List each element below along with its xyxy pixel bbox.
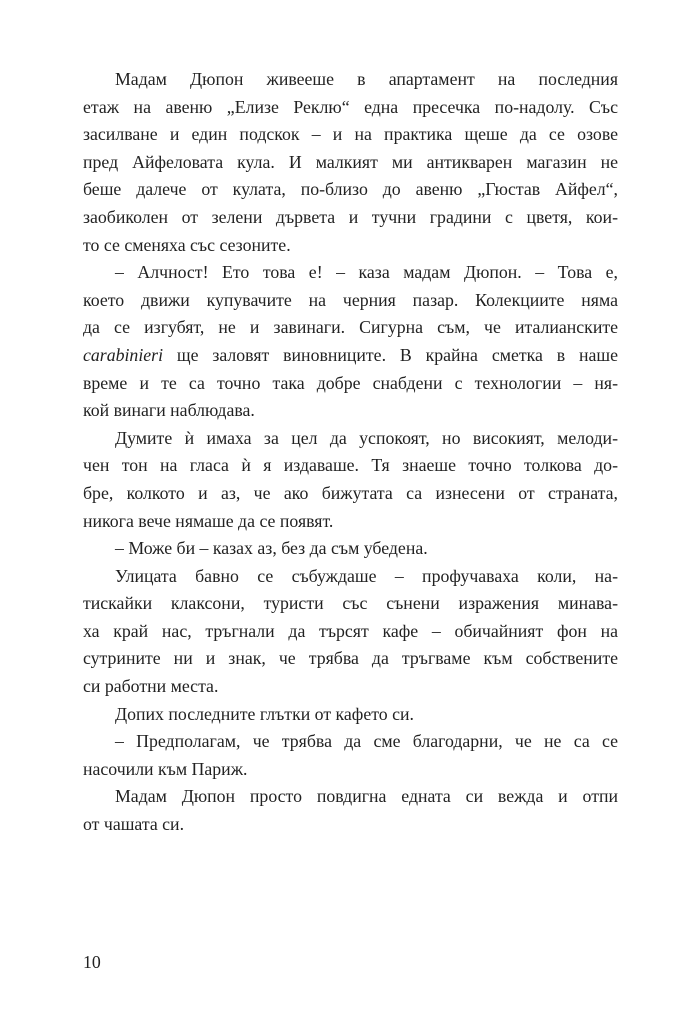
- text-line: чен тон на гласа ѝ я издаваше. Тя знаеше точно толкова до-: [83, 455, 618, 476]
- paragraph: [83, 66, 618, 259]
- text-line: от чашата си.: [83, 814, 185, 835]
- text-line: никога вече нямаше да се появят.: [83, 510, 334, 531]
- body-text: [83, 66, 618, 839]
- paragraph: [83, 259, 618, 425]
- text-line: Думите ѝ имаха за цел да успокоят, но високият, мелоди-: [115, 427, 618, 448]
- paragraph: [83, 563, 618, 701]
- text-line: – Може би – казах аз, без да съм убедена.: [115, 538, 428, 559]
- page-number: 10: [83, 952, 101, 972]
- text-line-rest: ще заловят виновниците. В крайна сметка в наше: [163, 344, 618, 365]
- text-line: етаж на авеню „Елизе Реклю“ една пресечка по-надолу. Със: [83, 96, 618, 117]
- text-line: то се сменяха със сезоните.: [83, 234, 291, 255]
- text-line: бре, колкото и аз, че ако бижутата са изнесени от страната,: [83, 482, 618, 503]
- paragraph: [83, 535, 618, 563]
- text-line: време и те са точно така добре снабдени с технологии – ня-: [83, 372, 618, 393]
- text-line: – Алчност! Ето това е! – каза мадам Дюпон. – Това е,: [115, 262, 618, 283]
- text-line: кой винаги наблюдава.: [83, 400, 255, 421]
- text-line: Улицата бавно се събуждаше – профучаваха коли, на-: [115, 565, 618, 586]
- text-line: да се изгубят, не и завинаги. Сигурна съм, че италианските: [83, 317, 618, 338]
- paragraph: [83, 783, 618, 838]
- italic-term: carabinieri: [83, 344, 164, 365]
- text-line: което движи купувачите на черния пазар. Колекциите няма: [83, 289, 618, 310]
- text-line: заобиколен от зелени дървета и тучни градини с цветя, кои-: [83, 206, 618, 227]
- text-line: тискайки клаксони, туристи със сънени изражения минава-: [83, 593, 618, 614]
- paragraph: [83, 425, 618, 535]
- text-line: пред Айфеловата кула. И малкият ми антикварен магазин не: [83, 151, 618, 172]
- text-line: сутрините ни и знак, че трябва да тръгваме към собствените: [83, 648, 618, 669]
- paragraph: [83, 728, 618, 783]
- text-line: насочили към Париж.: [83, 758, 248, 779]
- text-line: ха край нас, тръгнали да търсят кафе – обичайният фон на: [83, 620, 618, 641]
- text-line: [83, 342, 618, 370]
- text-line: си работни места.: [83, 676, 219, 697]
- text-line: Мадам Дюпон просто повдигна едната си вежда и отпи: [115, 786, 618, 807]
- text-line: беше далече от кулата, по-близо до авеню „Гюстав Айфел“,: [83, 179, 618, 200]
- text-line: Мадам Дюпон живееше в апартамент на последния: [115, 69, 618, 89]
- text-line: засилване и един подскок – и на практика щеше да се озове: [83, 124, 618, 145]
- text-line: – Предполагам, че трябва да сме благодарни, че не са се: [115, 731, 618, 752]
- paragraph: [83, 701, 618, 729]
- text-line: Допих последните глътки от кафето си.: [115, 703, 414, 724]
